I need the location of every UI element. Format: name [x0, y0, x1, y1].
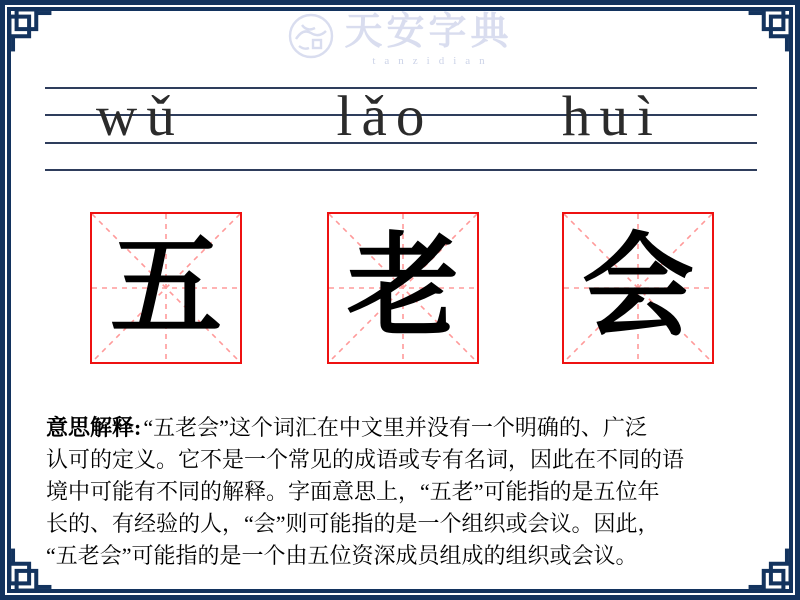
- seal-globe-icon: [287, 12, 335, 60]
- explanation-line-3: 境中可能有不同的解释。字面意思上，“五老”可能指的是五位年: [46, 479, 660, 504]
- explanation-line-4: 长的、有经验的人，“会”则可能指的是一个组织或会议。因此，: [46, 511, 660, 536]
- hanzi-character-2: 老: [347, 226, 459, 350]
- explanation-label: 意思解释:: [46, 415, 142, 440]
- pinyin-word-2: lǎo: [336, 85, 434, 148]
- pinyin-word-3: huì: [561, 85, 663, 148]
- pinyin-grid: [45, 87, 757, 171]
- explanation-section: [46, 412, 756, 572]
- hanzi-box-3: [562, 212, 714, 364]
- logo-title: 天安字典: [344, 11, 513, 53]
- hanzi-character-3: 会: [582, 226, 694, 350]
- hanzi-box-2: [327, 212, 479, 364]
- hanzi-character-1: 五: [110, 226, 222, 350]
- logo-subtitle: tanzidian: [372, 55, 494, 67]
- explanation-line-5: “五老会”可能指的是一个由五位资深成员组成的组织或会议。: [46, 543, 638, 568]
- pinyin-guide-line-4: [45, 169, 757, 171]
- site-logo: [0, 12, 800, 67]
- explanation-line-1: [46, 412, 756, 444]
- explanation-line-2: 认可的定义。它不是一个常见的成语或专有名词，因此在不同的语: [46, 447, 685, 472]
- hanzi-box-1: [90, 212, 242, 364]
- explanation-line-1-text: “五老会”这个词汇在中文里并没有一个明确的、广泛: [143, 415, 647, 440]
- pinyin-word-1: wǔ: [96, 85, 184, 148]
- logo-text-block: [344, 12, 512, 67]
